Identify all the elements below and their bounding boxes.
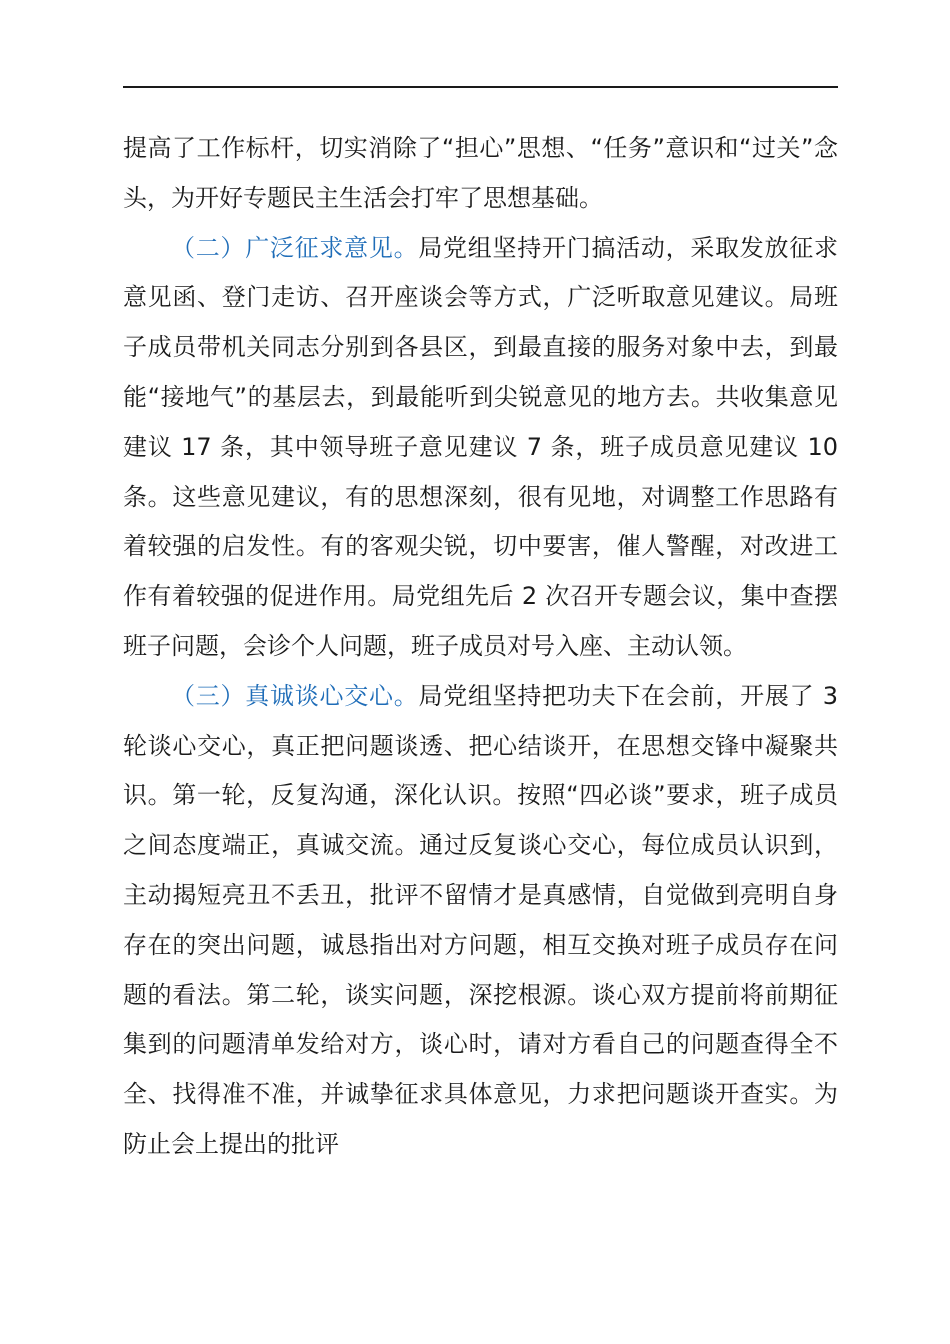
paragraph-1-text: 提高了工作标杆，切实消除了“担心”思想、“任务”意识和“过关”念头，为开好专题民主生活会打牢了思想基础。 [123, 134, 838, 212]
section-heading-3: （三）真诚谈心交心。 [171, 681, 419, 710]
paragraph-2-text: 局党组坚持开门搞活动，采取发放征求意见函、登门走访、召开座谈会等方式，广泛听取意见建议。局班子成员带机关同志分别到各县区，到最直接的服务对象中去，到最能“接地气”的基层去，到最能听到尖锐意见的地方去。共收集意见建议 17 条，其中领导班子意见建议 7 条，班子成员意见建议 10 条。这些意见建议，有的思想深刻，很有见地，对调整工作思路有着较强的启发性。有的客观尖锐，切中要害，催人警醒，对改进工作有着较强的促进作用。局党组先后 2 次召开专题会议，集中查摆班子问题，会诊个人问题，班子成员对号入座、主动认领。 [123, 233, 839, 660]
paragraph-2 [123, 224, 838, 672]
paragraph-3 [123, 672, 838, 1170]
document-body [123, 124, 838, 1170]
paragraph-1 [123, 124, 838, 224]
section-heading-2: （二）广泛征求意见。 [171, 233, 419, 262]
header-rule [123, 86, 838, 88]
paragraph-3-text: 局党组坚持把功夫下在会前，开展了 3 轮谈心交心，真正把问题谈透、把心结谈开，在思想交锋中凝聚共识。第一轮，反复沟通，深化认识。按照“四必谈”要求，班子成员之间态度端正，真诚交流。通过反复谈心交心，每位成员认识到，主动揭短亮丑不丢丑，批评不留情才是真感情，自觉做到亮明自身存在的突出问题，诚恳指出对方问题，相互交换对班子成员存在问题的看法。第二轮，谈实问题，深挖根源。谈心双方提前将前期征集到的问题清单发给对方，谈心时，请对方看自己的问题查得全不全、找得准不准，并诚挚征求具体意见，力求把问题谈开查实。为防止会上提出的批评 [123, 681, 839, 1158]
